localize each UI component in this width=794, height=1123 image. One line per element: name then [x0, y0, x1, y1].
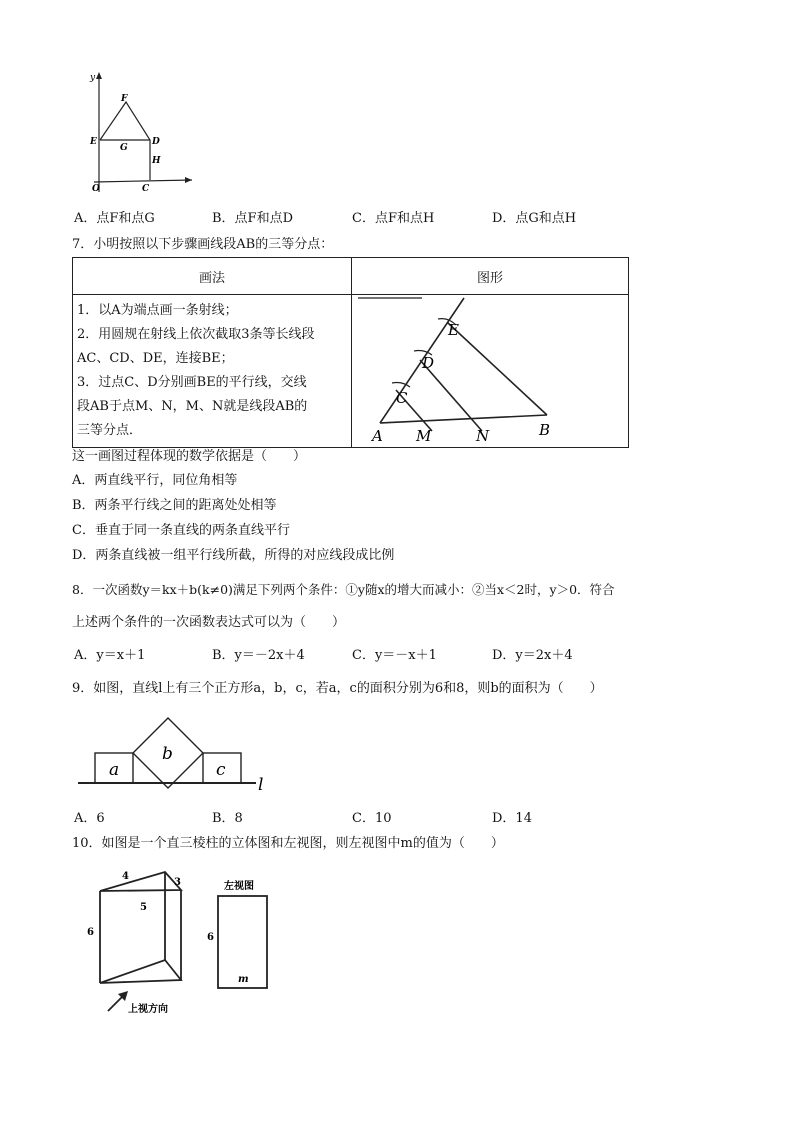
q10-prism-figure [80, 862, 300, 1018]
q9-option-a: A．6 [74, 811, 105, 826]
q7-header-figure: 图形 [352, 258, 629, 295]
q7-steps-cell [73, 295, 352, 448]
q7-option-d: D．两条直线被一组平行线所截，所得的对应线段成比例 [72, 548, 395, 563]
q10-left-view-title: 左视图 [224, 881, 254, 892]
q7-option-c: C．垂直于同一条直线的两条直线平行 [72, 523, 290, 538]
q10-prism-label-5: 5 [140, 902, 147, 913]
q7-trisection-figure [352, 295, 628, 443]
q6-label-y: y [90, 73, 96, 83]
q7-table [72, 257, 629, 448]
q7-label-a: A [372, 427, 383, 443]
q7-stem: 7．小明按照以下步骤画线段AB的三等分点： [72, 237, 334, 252]
q6-label-f: F [121, 94, 128, 104]
q9-label-a: a [109, 760, 120, 780]
q7-label-n: N [476, 427, 490, 443]
q6-option-b: B．点F和点D [212, 211, 293, 226]
q6-label-d: D [152, 137, 160, 147]
q7-header-method: 画法 [73, 258, 352, 295]
q6-label-g: G [120, 143, 128, 153]
q9-option-c: C．10 [352, 811, 392, 826]
q8-option-c: C．y＝－x＋1 [352, 648, 437, 663]
q10-prism-label-4: 4 [122, 871, 129, 882]
q10-prism-label-6: 6 [87, 927, 94, 938]
q6-option-c: C．点F和点H [352, 211, 435, 226]
q7-step-2b: AC、CD、DE，连接BE； [77, 351, 234, 366]
q7-step-3a: 3．过点C、D分别画BE的平行线，交线 [77, 375, 307, 390]
q10-stem: 10．如图是一个直三棱柱的立体图和左视图，则左视图中m的值为（ ） [72, 836, 504, 851]
q7-segment-ab [380, 415, 547, 423]
q8-stem-line2: 上述两个条件的一次函数表达式可以为（ ） [72, 615, 346, 630]
q6-y-arrow [96, 72, 102, 79]
q7-segment-be [448, 323, 547, 415]
q7-label-d: D [422, 354, 435, 372]
q6-label-o: O [92, 184, 100, 194]
q8-option-d: D．y＝2x＋4 [492, 648, 573, 663]
q7-question: 这一画图过程体现的数学依据是（ ） [72, 449, 307, 464]
q10-prism-label-3: 3 [174, 877, 181, 888]
q7-step-1: 1．以A为端点画一条射线； [77, 303, 238, 318]
q7-label-c: C [396, 389, 408, 407]
q6-label-e: E [90, 137, 97, 147]
q7-step-3c: 三等分点． [77, 423, 143, 438]
q7-step-2a: 2．用圆规在射线上依次截取3条等长线段 [77, 327, 315, 342]
q9-option-d: D．14 [492, 811, 532, 826]
q8-option-a: A．y＝x＋1 [74, 648, 146, 663]
q8-stem-line1: 8．一次函数y＝kx＋b(k≠0)满足下列两个条件：①y随x的增大而减小：②当x＜2时，y＞0．符合 [72, 582, 615, 597]
q10-prism-top-face [100, 872, 181, 891]
q10-left-view-height: 6 [207, 932, 214, 943]
q8-option-b: B．y＝－2x＋4 [212, 648, 305, 663]
q9-stem: 9．如图，直线l上有三个正方形a，b，c，若a，c的面积分别为6和8，则b的面积为（ ） [72, 681, 603, 696]
q7-step-3b: 段AB于点M、N，M、N就是线段AB的 [77, 399, 308, 414]
q6-option-d: D．点G和点H [492, 211, 577, 226]
q9-label-l: l [258, 775, 264, 795]
q6-x-axis [94, 180, 192, 182]
q7-label-e: E [448, 321, 459, 339]
q9-squares-figure [76, 716, 276, 796]
q10-prism-bottom-face [100, 960, 181, 983]
q6-pentagon [100, 102, 150, 180]
q7-label-m: M [416, 427, 432, 443]
q6-x-arrow [185, 177, 192, 183]
q7-option-a: A．两直线平行，同位角相等 [72, 473, 238, 488]
q7-figure-cell [352, 295, 629, 448]
q10-view-direction: 上视方向 [128, 1004, 168, 1015]
q9-label-c: c [216, 760, 226, 780]
q6-label-h: H [152, 156, 161, 166]
q6-option-a: A．点F和点G [74, 211, 155, 226]
q7-label-b: B [539, 421, 551, 439]
q10-left-view-m: m [238, 974, 249, 985]
q6-label-c: C [142, 184, 150, 194]
q9-label-b: b [162, 744, 173, 764]
q7-option-b: B．两条平行线之间的距离处处相等 [72, 498, 277, 513]
q9-option-b: B．8 [212, 811, 243, 826]
q6-coordinate-figure [86, 68, 196, 196]
